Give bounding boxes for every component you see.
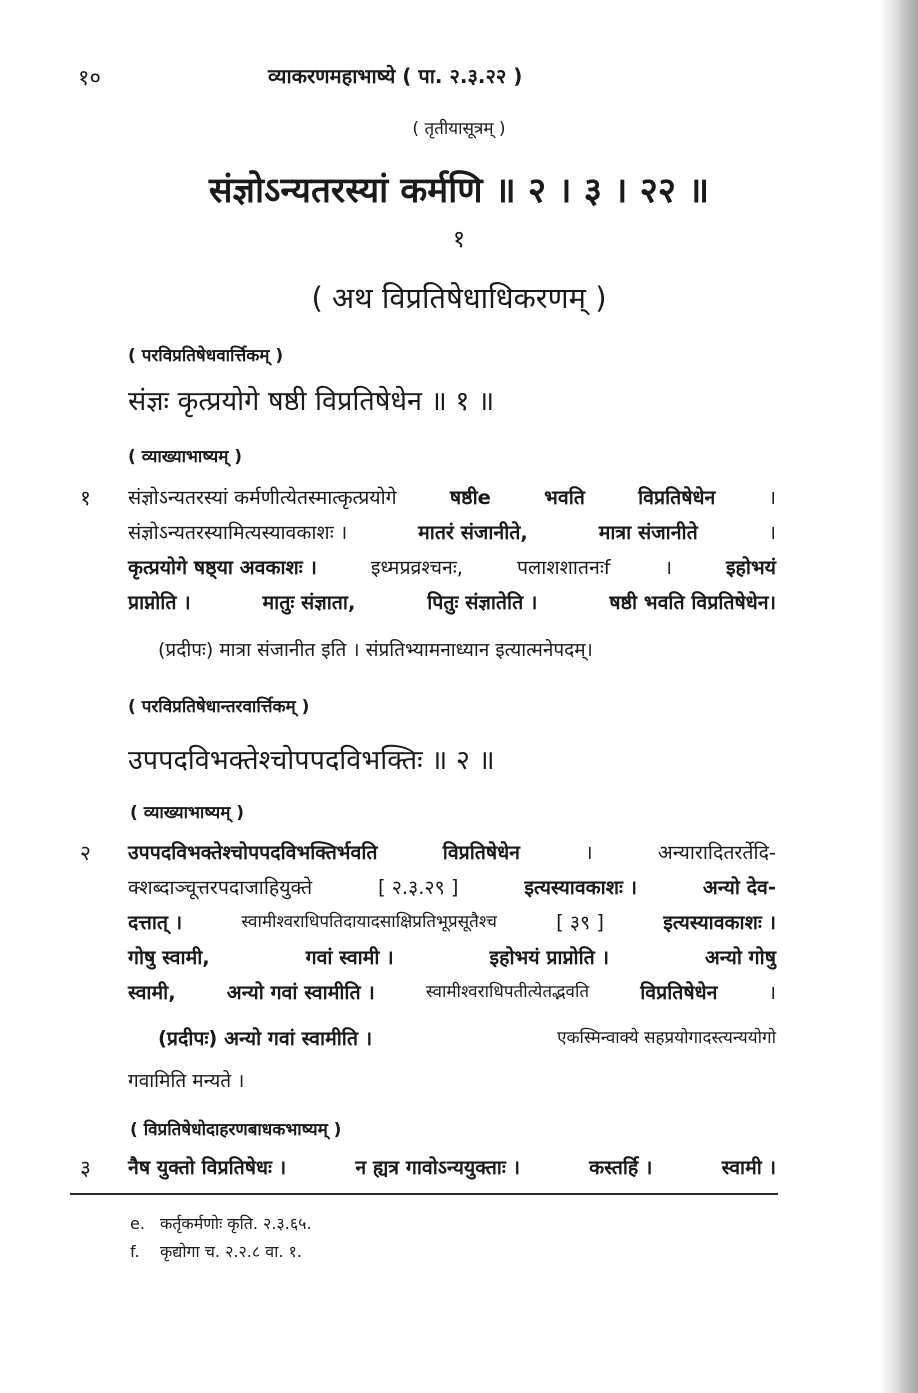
para-number-2: २	[80, 841, 91, 865]
text-span: गोषु स्वामी,	[128, 946, 210, 969]
page-number: १०	[78, 66, 101, 91]
section1-heading: ( परविप्रतिषेधवार्त्तिकम् )	[128, 346, 284, 366]
text-line	[128, 905, 776, 940]
text-span: अन्यो गवां स्वामीति ।	[226, 981, 375, 1004]
footnote-key: f.	[130, 1242, 140, 1261]
text-span: अन्यारादितरर्तेदि-	[657, 841, 776, 864]
text-line	[128, 480, 776, 515]
text-span: मातुः संज्ञाता,	[262, 591, 356, 614]
text-span: भवति	[544, 486, 585, 509]
text-span: दत्तात् ।	[128, 911, 183, 934]
adhikarana-title: ( अथ विप्रतिषेधाधिकरणम् )	[311, 281, 607, 315]
text-span: अन्यो गोषु	[704, 946, 776, 969]
section2-bhashya-heading: ( व्याख्याभाष्यम् )	[130, 803, 245, 823]
text-span: स्वामीश्वराधिपतिदायादसाक्षिप्रतिभूप्रसूतैश्च	[241, 912, 497, 932]
text-span: इध्मप्रव्रश्चनः,	[370, 556, 464, 579]
text-line	[128, 940, 776, 975]
text-span: संज्ञोऽन्यतरस्यामित्यस्यावकाशः ।	[128, 521, 348, 544]
text-span: संज्ञोऽन्यतरस्यां कर्मणीत्येतस्मात्कृत्प्रयोगे	[128, 486, 397, 509]
text-span: [ ३९ ]	[556, 911, 605, 934]
text-span: षष्ठीe	[449, 486, 491, 509]
bhashya-paragraph-2	[128, 835, 776, 1010]
text-span: गवां स्वामी ।	[305, 946, 394, 969]
text-span: स्वामीश्वराधिपतीत्येतद्भवति	[425, 982, 590, 1002]
text-span: स्वामी ।	[721, 1156, 776, 1179]
running-head: व्याकरणमहाभाष्ये ( पा. २.३.२२ )	[268, 64, 523, 88]
text-span: न ह्यत्र गावोऽन्ययुक्ताः ।	[355, 1156, 520, 1179]
adhikarana-number: १	[452, 225, 466, 253]
text-span: पलाशशातनःf	[516, 556, 611, 579]
pada-label: ( तृतीयासूत्रम् )	[412, 119, 506, 139]
footnote-divider	[70, 1193, 778, 1195]
footnote-e	[130, 1212, 312, 1234]
text-span: क्शब्दाञ्चूत्तरपदाजाहियुक्ते	[128, 876, 313, 899]
text-span: विप्रतिषेधेन	[640, 981, 718, 1004]
text-span: कृत्प्रयोगे षष्ठ्या अवकाशः ।	[128, 556, 317, 579]
text-span: ।	[768, 981, 776, 1004]
pradipa-2-continuation: गवामिति मन्यते ।	[128, 1070, 245, 1092]
text-span: इहोभयं प्राप्नोति ।	[489, 946, 609, 969]
section3-heading: ( विप्रतिषेधोदाहरणबाधकभाष्यम् )	[130, 1120, 342, 1140]
footnote-key: e.	[130, 1214, 145, 1233]
text-line	[128, 975, 776, 1010]
text-span: (प्रदीपः) अन्यो गवां स्वामीति ।	[158, 1027, 373, 1050]
text-span: एकस्मिन्वाक्ये सहप्रयोगादस्त्यन्ययोगो	[557, 1028, 776, 1048]
text-span: ।	[768, 486, 776, 509]
text-span: [ २.३.२९ ]	[377, 876, 459, 899]
text-span: इत्यस्यावकाशः ।	[663, 911, 776, 934]
vartika-1: संज्ञः कृत्प्रयोगे षष्ठी विप्रतिषेधेन ॥ १ ॥	[128, 386, 495, 417]
para-number-1: १	[80, 486, 91, 510]
footnote-text: कर्तृकर्मणोः कृति. २.३.६५.	[160, 1214, 312, 1233]
text-span: ।	[585, 841, 593, 864]
text-span: इत्यस्यावकाशः ।	[524, 876, 638, 899]
text-span: मात्रा संजानीते	[598, 521, 698, 544]
text-span: स्वामी,	[128, 981, 176, 1004]
sutra-title: संज्ञोऽन्यतरस्यां कर्मणि ॥ २ । ३ । २२ ॥	[208, 171, 710, 211]
text-span: विप्रतिषेधेन	[638, 486, 716, 509]
text-span: पितुः संज्ञातेति ।	[427, 591, 538, 614]
section1-bhashya-heading: ( व्याख्याभाष्यम् )	[128, 447, 243, 467]
text-span: ।	[664, 556, 673, 579]
text-span: कस्तर्हि ।	[589, 1156, 653, 1179]
bhashya-paragraph-1	[128, 480, 776, 620]
text-line	[158, 1021, 776, 1056]
text-span: नैष युक्तो विप्रतिषेधः ।	[128, 1156, 287, 1179]
text-span: प्राप्नोति ।	[128, 591, 191, 614]
pradipa-1: (प्रदीपः) मात्रा संजानीत इति । संप्रतिभ्यामनाध्यान इत्यात्मनेपदम्।	[158, 639, 593, 661]
text-line	[128, 585, 776, 620]
footnote-f	[130, 1240, 302, 1262]
text-line	[128, 550, 776, 585]
pradipa-2	[158, 1021, 776, 1056]
text-line	[128, 515, 776, 550]
text-span: विप्रतिषेधेन	[442, 841, 521, 864]
text-line	[128, 835, 776, 870]
text-span: षष्ठी भवति विप्रतिषेधेन।	[609, 591, 776, 614]
text-line	[128, 870, 776, 905]
text-line	[128, 1150, 776, 1185]
para-number-3: ३	[80, 1156, 91, 1180]
bhashya-paragraph-3	[128, 1150, 776, 1185]
section2-heading: ( परविप्रतिषेधान्तरवार्त्तिकम् )	[128, 697, 310, 717]
vartika-2: उपपदविभक्तेश्चोपपदविभक्तिः ॥ २ ॥	[128, 745, 495, 776]
text-span: ।	[768, 521, 776, 544]
text-span: इहोभयं	[725, 556, 776, 579]
footnote-text: कृद्योगा च. २.२.८ वा. १.	[160, 1242, 302, 1261]
text-span: मातरं संजानीते,	[418, 521, 528, 544]
text-span: उपपदविभक्तेश्चोपपदविभक्तिर्भवति	[128, 841, 378, 864]
text-span: अन्यो देव-	[702, 876, 776, 899]
